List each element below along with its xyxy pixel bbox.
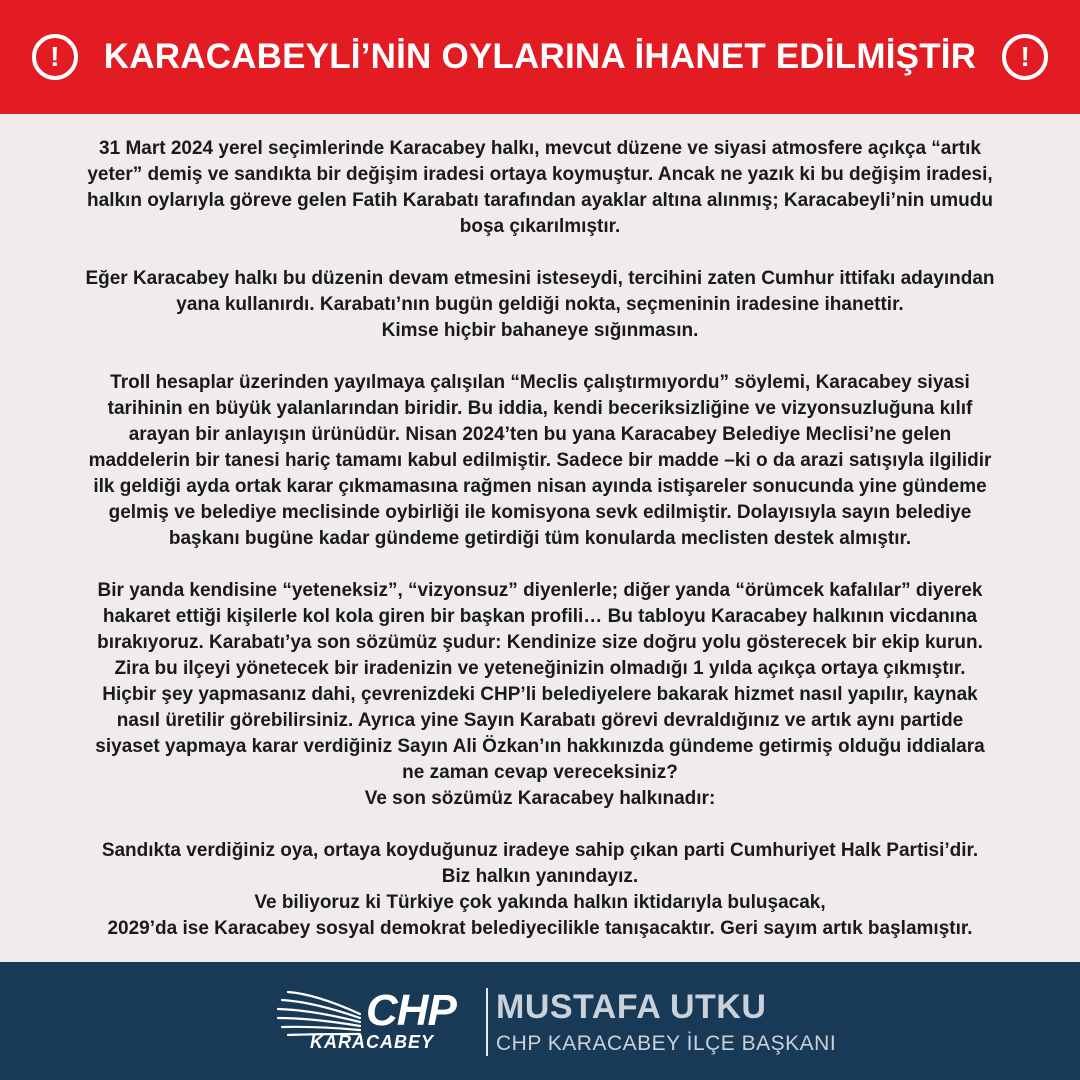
paragraph-line: Kimse hiçbir bahaneye sığınmasın. (381, 320, 699, 341)
paragraph-line: halkın oylarıyla göreve gelen Fatih Karabatı tarafından ayaklar altına alınmış; Karacabeyli’nin umudu (87, 190, 993, 211)
paragraph-line: siyaset yapmaya karar verdiğiniz Sayın Ali Özkan’ın hakkınızda gündeme getirmiş olduğu iddialara (95, 736, 985, 757)
paragraph-line: Eğer Karacabey halkı bu düzenin devam etmesini isteseydi, tercihini zaten Cumhur ittifakı adayından (85, 268, 995, 289)
paragraph-line: arayan bir anlayışın ürünüdür. Nisan 2024’ten bu yana Karacabey Belediye Meclisi’ne gelen (128, 424, 952, 445)
paragraph-gap (30, 552, 1050, 578)
paragraph (30, 838, 1050, 942)
paragraph-line: Sandıkta verdiğiniz oya, ortaya koyduğunuz iradeye sahip çıkan parti Cumhuriyet Halk Partisi’dir. (101, 840, 979, 861)
paragraph (30, 266, 1050, 344)
paragraph-line: Troll hesaplar üzerinden yayılmaya çalışılan “Meclis çalıştırmıyordu” söylemi, Karacabey siyasi (110, 372, 970, 393)
paragraph-line: boşa çıkarılmıştır. (459, 216, 621, 237)
paragraph-line: başkanı bugüne kadar gündeme getirdiği tüm konularda meclisten destek almıştır. (168, 528, 912, 549)
signatory-name: MUSTAFA UTKU (496, 988, 767, 1026)
signatory-role: CHP KARACABEY İLÇE BAŞKANI (496, 1032, 837, 1055)
paragraph-line: Ve son sözümüz Karacabey halkınadır: (364, 788, 716, 809)
paragraph-line: Hiçbir şey yapmasanız dahi, çevrenizdeki CHP’li belediyelere bakarak hizmet nasıl yapılır, kaynak (102, 684, 978, 705)
paragraph-line: bırakıyoruz. Karabatı’ya son sözümüz şudur: Kendinize size doğru yolu gösterecek bir ekip kurun. (97, 632, 983, 653)
paragraph-gap (30, 812, 1050, 838)
chp-logo-subtext: KARACABEY (310, 1032, 435, 1052)
paragraph (30, 370, 1050, 552)
paragraph-line: Biz halkın yanındayız. (441, 866, 639, 887)
paragraph-gap (30, 240, 1050, 266)
paragraph-line: tarihinin en büyük yalanlarından biridir. Bu iddia, kendi beceriksizliğine ve vizyonsuzluğuna kılıf (107, 398, 973, 419)
paragraph (30, 578, 1050, 812)
paragraph-line: Zira bu ilçeyi yönetecek bir iradenizin ve yeteneğinizin olmadığı 1 yılda açıkça ortaya çıkmıştır. (114, 658, 966, 679)
alert-left-icon: ! (32, 34, 78, 80)
paragraph-line: Bir yanda kendisine “yeteneksiz”, “vizyonsuz” diyenlerle; diğer yanda “örümcek kafalılar” diyerek (97, 580, 983, 601)
header-banner (0, 0, 1080, 114)
paragraph-line: ilk geldiği ayda ortak karar çıkmamasına rağmen nisan ayında istişareler sonucunda yine gündeme (93, 476, 987, 497)
paragraph-line: hakaret ettiği kişilerle kol kola giren bir başkan profili… Bu tabloyu Karacabey halkının vicdanına (102, 606, 978, 627)
chp-logo (276, 986, 476, 1058)
alert-right-icon: ! (1002, 34, 1048, 80)
paragraph-line: nasıl üretilir görebilirsiniz. Ayrıca yine Sayın Karabatı görevi devraldığınız ve artık aynı partide (116, 710, 964, 731)
paragraph-line: 31 Mart 2024 yerel seçimlerinde Karacabey halkı, mevcut düzene ve siyasi atmosfere açıkça “artık (99, 138, 981, 159)
footer-divider (486, 988, 488, 1056)
statement-body (30, 136, 1050, 942)
paragraph-line: yeter” demiş ve sandıkta bir değişim iradesi ortaya koymuştur. Ancak ne yazık ki bu değişim iradesi, (87, 164, 993, 185)
footer-banner (0, 962, 1080, 1080)
page-title: KARACABEYLİ’NİN OYLARINA İHANET EDİLMİŞTİR (103, 37, 977, 76)
paragraph-line: ne zaman cevap vereceksiniz? (402, 762, 678, 783)
paragraph-line: maddelerin bir tanesi hariç tamamı kabul edilmiştir. Sadece bir madde –ki o da arazi satışıyla ilgilidir (88, 450, 992, 471)
chp-logo-text: CHP (366, 986, 456, 1035)
paragraph-line: 2029’da ise Karacabey sosyal demokrat belediyecilikle tanışacaktır. Geri sayım artık başlamıştır. (107, 918, 973, 939)
paragraph (30, 136, 1050, 240)
paragraph-line: Ve biliyoruz ki Türkiye çok yakında halkın iktidarıyla buluşacak, (254, 892, 826, 913)
paragraph-line: gelmiş ve belediye meclisinde oybirliği ile komisyona sevk edilmiştir. Dolayısıyla sayın belediye (108, 502, 972, 523)
paragraph-line: yana kullanırdı. Karabatı’nın bugün geldiği nokta, seçmeninin iradesine ihanettir. (176, 294, 904, 315)
paragraph-gap (30, 344, 1050, 370)
